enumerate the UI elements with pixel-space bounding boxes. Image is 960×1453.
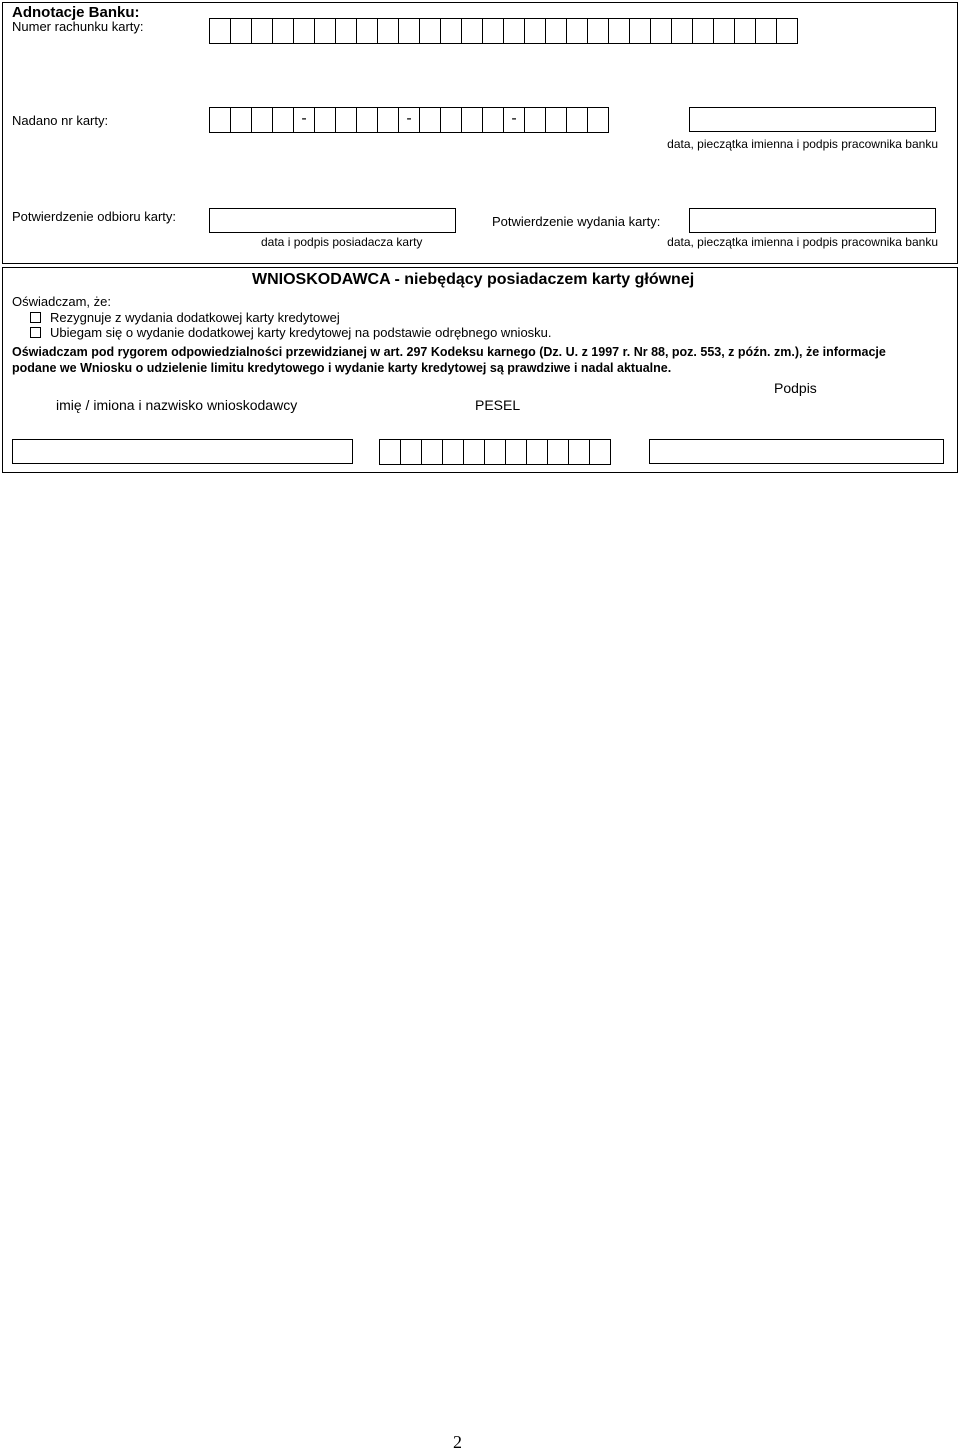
- bank-staff-caption-1: data, pieczątka imienna i podpis pracownika banku: [667, 137, 938, 151]
- pesel-cell[interactable]: [463, 439, 485, 465]
- account-number-cell[interactable]: [314, 18, 336, 44]
- holder-signature-box[interactable]: [209, 208, 456, 233]
- card-number-cell[interactable]: [482, 107, 504, 133]
- account-number-cell[interactable]: [755, 18, 777, 44]
- account-number-cell[interactable]: [251, 18, 273, 44]
- account-number-cell[interactable]: [524, 18, 546, 44]
- account-number-cell[interactable]: [398, 18, 420, 44]
- pesel-cell[interactable]: [442, 439, 464, 465]
- option-resign-checkbox[interactable]: [30, 312, 41, 323]
- card-number-cell[interactable]: [461, 107, 483, 133]
- statement-line-1: Oświadczam pod rygorem odpowiedzialności przewidzianej w art. 297 Kodeksu karnego (Dz. U. z 1997 r. Nr 88, poz. 553, z późn. zm.), że informacje: [12, 345, 886, 359]
- pesel-cell[interactable]: [526, 439, 548, 465]
- declaration-label: Oświadczam, że:: [12, 294, 111, 309]
- account-number-cell[interactable]: [209, 18, 231, 44]
- bank-staff-signature-box-2[interactable]: [689, 208, 936, 233]
- holder-signature-caption: data i podpis posiadacza karty: [261, 235, 423, 249]
- card-number-cell[interactable]: [419, 107, 441, 133]
- account-number-field[interactable]: [209, 18, 798, 44]
- pesel-cell[interactable]: [421, 439, 443, 465]
- option-apply-checkbox[interactable]: [30, 327, 41, 338]
- applicant-section-title: WNIOSKODAWCA - niebędący posiadaczem karty głównej: [252, 271, 695, 288]
- pesel-cell[interactable]: [484, 439, 506, 465]
- account-number-cell[interactable]: [587, 18, 609, 44]
- account-number-cell[interactable]: [461, 18, 483, 44]
- card-number-cell[interactable]: [440, 107, 462, 133]
- pesel-cell[interactable]: [568, 439, 590, 465]
- card-number-separator: -: [503, 107, 525, 133]
- pesel-cell[interactable]: [589, 439, 611, 465]
- pesel-cell[interactable]: [379, 439, 401, 465]
- card-number-cell[interactable]: [230, 107, 252, 133]
- card-number-separator: -: [293, 107, 315, 133]
- card-number-cell[interactable]: [545, 107, 567, 133]
- account-number-cell[interactable]: [440, 18, 462, 44]
- account-number-cell[interactable]: [608, 18, 630, 44]
- account-number-cell[interactable]: [734, 18, 756, 44]
- pesel-cell[interactable]: [400, 439, 422, 465]
- account-number-cell[interactable]: [545, 18, 567, 44]
- applicant-signature-field[interactable]: [649, 439, 944, 464]
- account-number-cell[interactable]: [671, 18, 693, 44]
- card-number-cell[interactable]: [251, 107, 273, 133]
- account-number-cell[interactable]: [377, 18, 399, 44]
- card-number-cell[interactable]: [335, 107, 357, 133]
- account-number-cell[interactable]: [230, 18, 252, 44]
- account-number-cell[interactable]: [713, 18, 735, 44]
- account-number-cell[interactable]: [629, 18, 651, 44]
- card-number-cell[interactable]: [314, 107, 336, 133]
- card-number-cell[interactable]: [587, 107, 609, 133]
- account-number-cell[interactable]: [272, 18, 294, 44]
- account-number-cell[interactable]: [356, 18, 378, 44]
- applicant-name-field[interactable]: [12, 439, 353, 464]
- account-number-label: Numer rachunku karty:: [12, 19, 144, 34]
- card-number-cell[interactable]: [209, 107, 231, 133]
- card-number-separator: -: [398, 107, 420, 133]
- account-number-cell[interactable]: [650, 18, 672, 44]
- account-number-cell[interactable]: [482, 18, 504, 44]
- account-number-cell[interactable]: [293, 18, 315, 44]
- signature-label: Podpis: [774, 380, 817, 396]
- pesel-cell[interactable]: [547, 439, 569, 465]
- card-number-label: Nadano nr karty:: [12, 113, 109, 128]
- account-number-cell[interactable]: [419, 18, 441, 44]
- card-number-cell[interactable]: [272, 107, 294, 133]
- option-resign-label: Rezygnuje z wydania dodatkowej karty kredytowej: [50, 310, 340, 325]
- account-number-cell[interactable]: [503, 18, 525, 44]
- account-number-cell[interactable]: [566, 18, 588, 44]
- card-number-cell[interactable]: [566, 107, 588, 133]
- card-issue-label: Potwierdzenie wydania karty:: [492, 214, 661, 229]
- bank-staff-signature-box-1[interactable]: [689, 107, 936, 132]
- card-receipt-label: Potwierdzenie odbioru karty:: [12, 209, 177, 224]
- bank-section-title: Adnotacje Banku:: [12, 4, 140, 21]
- statement-line-2: podane we Wniosku o udzielenie limitu kredytowego i wydanie karty kredytowej są prawdziwe i nadal aktualne.: [12, 361, 672, 375]
- bank-staff-caption-2: data, pieczątka imienna i podpis pracownika banku: [667, 235, 938, 249]
- account-number-cell[interactable]: [335, 18, 357, 44]
- page-number: 2: [453, 1432, 462, 1452]
- applicant-name-label: imię / imiona i nazwisko wnioskodawcy: [56, 397, 298, 413]
- card-number-cell[interactable]: [356, 107, 378, 133]
- card-number-field[interactable]: [209, 107, 609, 133]
- account-number-cell[interactable]: [776, 18, 798, 44]
- option-apply-label: Ubiegam się o wydanie dodatkowej karty kredytowej na podstawie odrębnego wniosku.: [50, 325, 552, 340]
- card-number-cell[interactable]: [524, 107, 546, 133]
- pesel-cell[interactable]: [505, 439, 527, 465]
- account-number-cell[interactable]: [692, 18, 714, 44]
- card-number-cell[interactable]: [377, 107, 399, 133]
- pesel-field[interactable]: [379, 439, 611, 465]
- pesel-label: PESEL: [475, 397, 521, 413]
